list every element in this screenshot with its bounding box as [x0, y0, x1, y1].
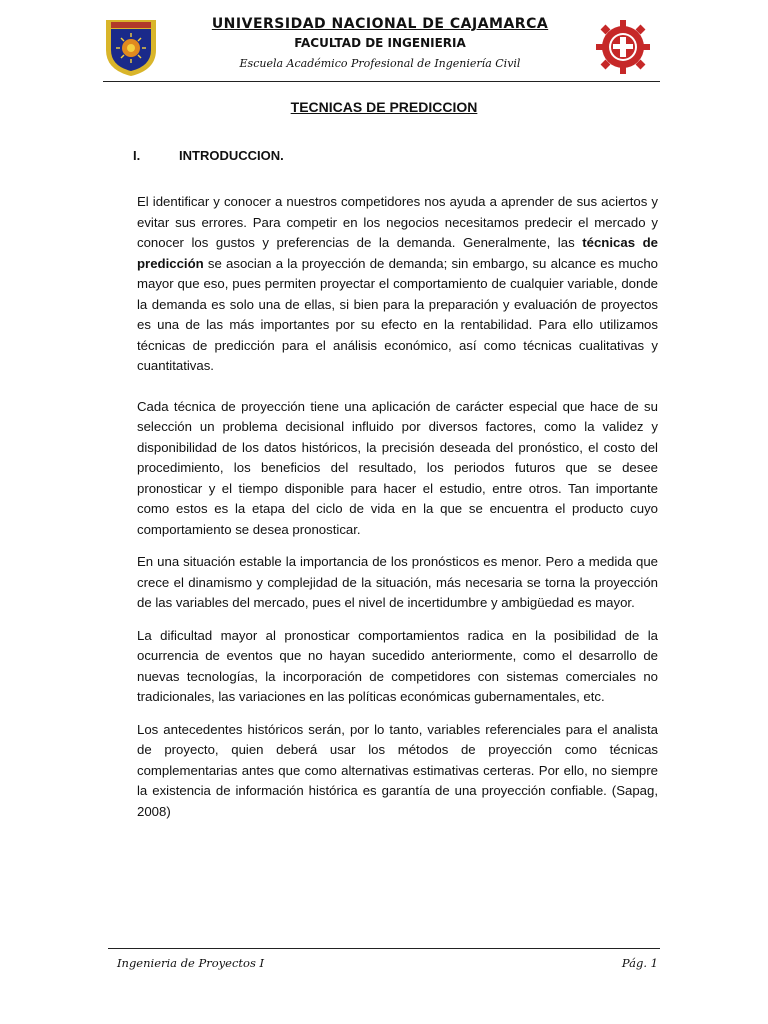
section-title: INTRODUCCION.	[179, 148, 284, 163]
footer-page-number: Pág. 1	[621, 956, 658, 970]
paragraph-2: Cada técnica de proyección tiene una aplicación de carácter especial que hace de su selección un problema decisional influido por diversos factores, como la validez y disponibilidad de los datos históricos, la precisión deseada del pronóstico, el costo del procedimiento, los beneficios del resultado, los periodos futuros que se desee pronosticar y el tiempo disponible para hacer el estudio, entre otros. Tan importante como estos es la etapa del ciclo de vida en la que se encuentra el producto cuyo comportamiento se desea pronosticar.	[137, 398, 658, 537]
paragraph-4: La dificultad mayor al pronosticar comportamientos radica en la posibilidad de la ocurrencia de eventos que no hayan sucedido anteriormente, como el desarrollo de nuevas tecnologías, la incorporación de competidores con sistemas comerciales no tradicionales, las variaciones en las políticas económicas gubernamentales, etc.	[137, 627, 658, 704]
section-number: I.	[133, 148, 141, 163]
school-name: Escuela Académico Profesional de Ingeniería Civil	[239, 57, 521, 70]
faculty-name: FACULTAD DE INGENIERIA	[294, 36, 466, 50]
paragraph-1	[137, 192, 658, 377]
section-heading	[133, 148, 284, 163]
header-divider	[103, 81, 660, 82]
paragraph-1-end: se asocian a la proyección de demanda; sin embargo, su alcance es mucho mayor que eso, pues permiten proyectar el comportamiento de cualquier variable, donde la demanda es solo una de ellas, si bien para la preparación y evaluación de proyectos es una de las más importantes por su efecto en la rentabilidad. Para ello utilizamos técnicas de predicción para el análisis económico, así como técnicas cualitativas y cuantitativas.	[137, 255, 658, 373]
paragraph-3: En una situación estable la importancia de los pronósticos es menor. Pero a medida que crece el dinamismo y complejidad de la situación, más necesaria se torna la proyección de las variables del mercado, pues el nivel de incertidumbre y ambigüedad es mayor.	[137, 554, 658, 610]
engineering-gear-logo	[594, 18, 652, 76]
document-body	[137, 192, 658, 834]
footer-divider	[108, 948, 660, 949]
paragraph-1-start: El identificar y conocer a nuestros competidores nos ayuda a aprender de sus aciertos y evitar sus errores. Para competir en los negocios necesitamos predecir el mercado y conocer los gustos y preferencias de la demanda. Generalmente, las	[137, 194, 658, 250]
document-title: TECNICAS DE PREDICCION	[290, 99, 478, 115]
university-crest-logo	[102, 16, 160, 78]
page-header	[100, 12, 660, 84]
footer-course-name: Ingenieria de Proyectos I	[117, 956, 265, 970]
paragraph-1-bold-term: técnicas de predicción	[137, 235, 658, 271]
university-name: UNIVERSIDAD NACIONAL DE CAJAMARCA	[211, 16, 549, 32]
paragraph-5: Los antecedentes históricos serán, por lo tanto, variables referenciales para el analista de proyecto, quien deberá usar los métodos de proyección como técnicas complementarias antes que como alternativas estimativas certeras. Por ello, no siempre la existencia de información histórica es garantía de una proyección confiable. (Sapag, 2008)	[137, 721, 658, 819]
